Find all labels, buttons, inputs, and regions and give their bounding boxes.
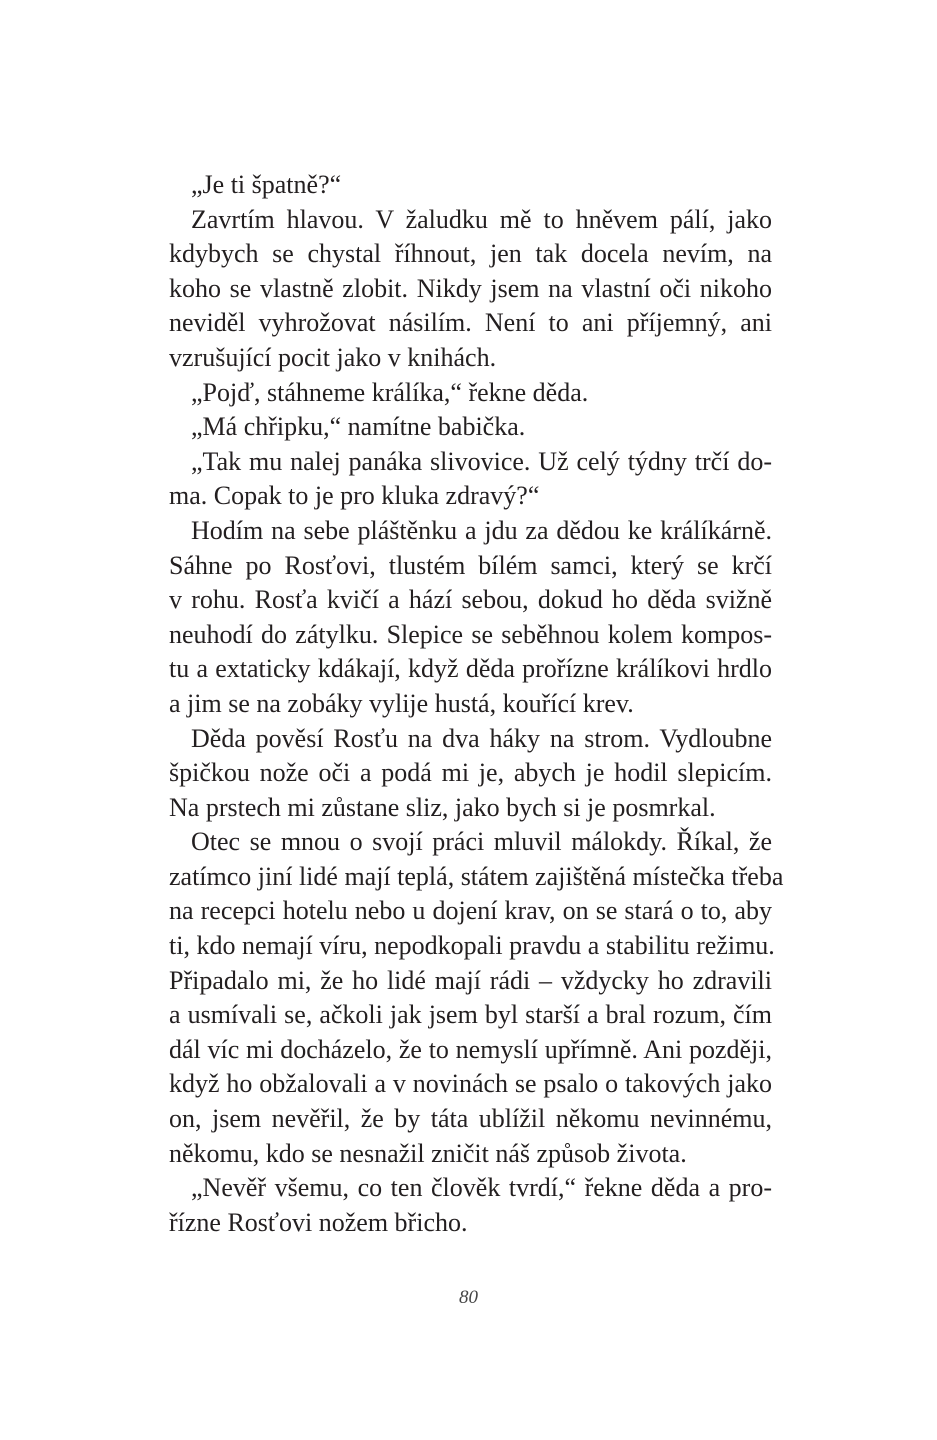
text-line: na recepci hotelu nebo u dojení krav, on se stará o to, aby [169,896,772,926]
text-line: Hodím na sebe pláštěnku a jdu za dědou ke králíkárně. [191,515,772,545]
body-text [169,168,784,1240]
text-line: „Pojď, stáhneme králíka,“ řekne děda. [191,377,589,407]
text-line: když ho obžalovali a v novinách se psalo o takových jako [169,1069,772,1099]
text-line: tu a extaticky kdákají, když děda prořízne králíkovi hrdlo [169,654,772,684]
text-line: špičkou nože oči a podá mi je, abych je hodil slepicím. [169,758,772,788]
text-line: dál víc mi docházelo, že to nemyslí upřímně. Ani později, [169,1034,772,1064]
text-line: a jim se na zobáky vylije hustá, kouřící krev. [169,688,634,718]
text-line: „Tak mu nalej panáka slivovice. Už celý týdny trčí do- [191,446,772,476]
text-line: Připadalo mi, že ho lidé mají rádi – vždycky ho zdravili [169,965,772,995]
text-line: kdybych se chystal říhnout, jen tak docela nevím, na [169,239,772,269]
text-line: vzrušující pocit jako v knihách. [169,342,497,372]
text-line: v rohu. Rosťa kvičí a hází sebou, dokud ho děda svižně [169,585,772,615]
text-line: Na prstech mi zůstane sliz, jako bych si je posmrkal. [169,792,716,822]
text-line: Děda pověsí Rosťu na dva háky na strom. Vydloubne [191,723,772,753]
text-line: „Je ti špatně?“ [191,170,342,199]
text-line: a usmívali se, ačkoli jak jsem byl starší a bral rozum, čím [169,1000,772,1030]
text-line: Sáhne po Rosťovi, tlustém bílém samci, který se krčí [169,550,772,580]
text-line: Zavrtím hlavou. V žaludku mě to hněvem pálí, jako [191,204,772,234]
text-line: on, jsem nevěřil, že by táta ublížil někomu nevinnému, [169,1104,772,1134]
text-line: zatímco jiní lidé mají teplá, státem zajištěná místečka třeba [169,861,784,891]
text-line: „Nevěř všemu, co ten člověk tvrdí,“ řekne děda a pro- [191,1173,772,1203]
text-line: ma. Copak to je pro kluka zdravý?“ [169,481,540,511]
text-line: neuhodí do zátylku. Slepice se seběhnou kolem kompos- [169,619,772,649]
text-line: koho se vlastně zlobit. Nikdy jsem na vlastní oči nikoho [169,273,772,303]
text-line: Otec se mnou o svojí práci mluvil málokdy. Říkal, že [191,827,772,857]
text-line: řízne Rosťovi nožem břicho. [169,1207,468,1237]
text-line: „Má chřipku,“ namítne babička. [191,412,526,442]
text-line: někomu, kdo se nesnažil zničit náš způsob života. [169,1138,687,1168]
text-line: ti, kdo nemají víru, nepodkopali pravdu a stabilitu režimu. [169,931,775,961]
page-number: 80 [459,1287,478,1308]
text-line: neviděl vyhrožovat násilím. Není to ani příjemný, ani [169,308,772,338]
